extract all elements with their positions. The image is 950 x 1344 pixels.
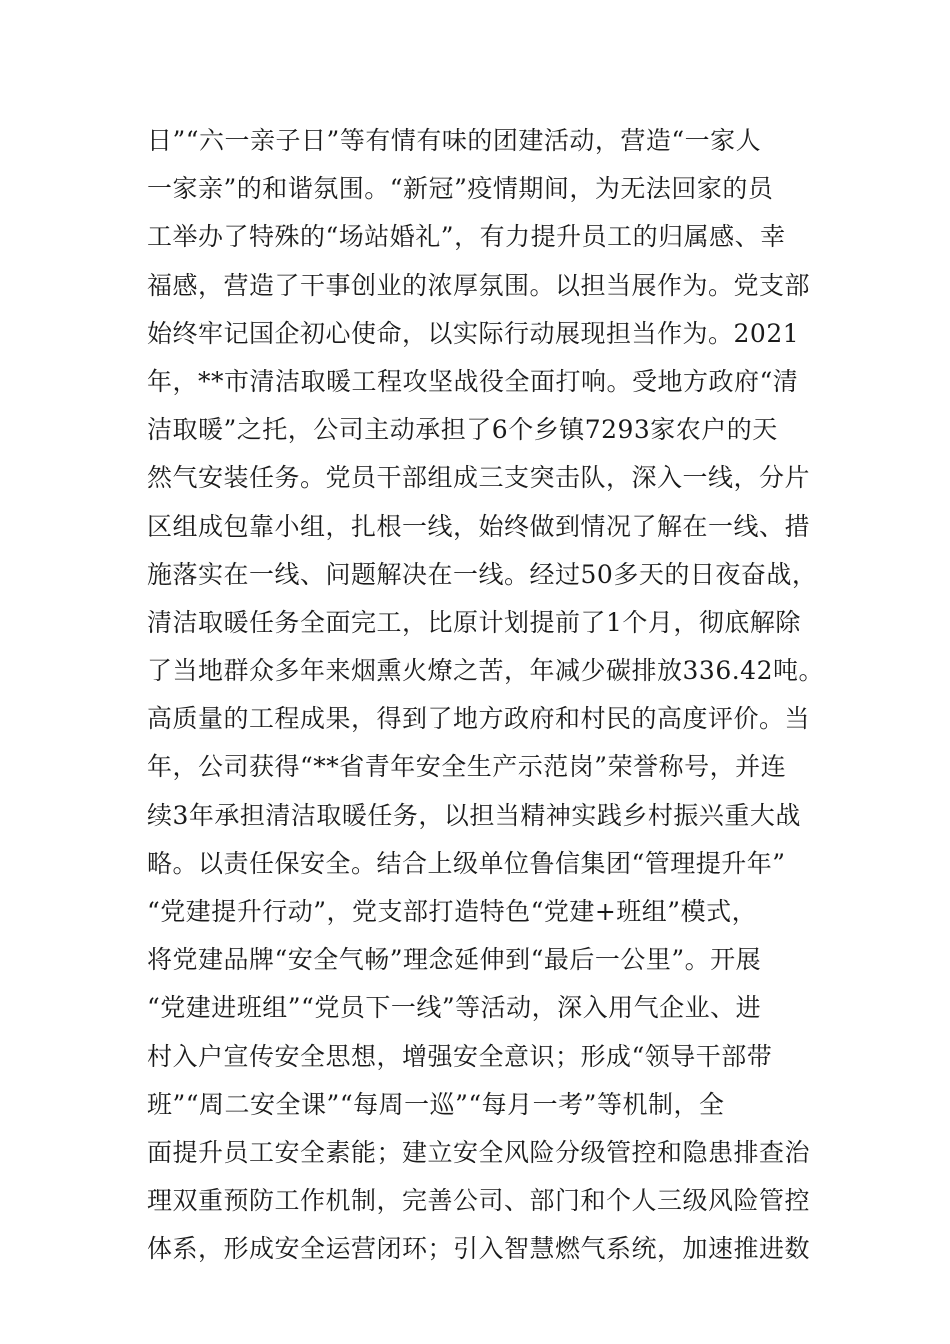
text-line: “党建提升行动”，党支部打造特色“党建+班组”模式， bbox=[147, 897, 758, 926]
text-line: 年，公司获得“**省青年安全生产示范岗”荣誉称号，并连 bbox=[147, 752, 787, 782]
text-line: 将党建品牌“安全气畅”理念延伸到“最后一公里”。开展 bbox=[147, 945, 762, 975]
text-line: 施落实在一线、问题解决在一线。经过50多天的日夜奋战， bbox=[147, 559, 818, 589]
text-line: 面提升员工安全素能；建立安全风险分级管控和隐患排查治 bbox=[147, 1137, 811, 1167]
text-line: 福感，营造了干事创业的浓厚氛围。以担当展作为。党支部 bbox=[147, 270, 811, 300]
text-line: 续3年承担清洁取暖任务，以担当精神实践乡村振兴重大战 bbox=[147, 800, 801, 830]
text-line: 了当地群众多年来烟熏火燎之苦，年减少碳排放336.42吨。 bbox=[147, 656, 824, 686]
text-line: 一家亲”的和谐氛围。“新冠”疫情期间，为无法回家的员 bbox=[147, 174, 774, 204]
text-line: 然气安装任务。党员干部组成三支突击队，深入一线，分片 bbox=[147, 463, 811, 493]
text-line: 区组成包靠小组，扎根一线，始终做到情况了解在一线、措 bbox=[147, 511, 811, 541]
text-line: 日”“六一亲子日”等有情有味的团建活动，营造“一家人 bbox=[147, 126, 762, 155]
text-line: 工举办了特殊的“场站婚礼”，有力提升员工的归属感、幸 bbox=[147, 222, 786, 252]
text-line: 清洁取暖任务全面完工，比原计划提前了1个月，彻底解除 bbox=[147, 607, 801, 637]
text-line: 理双重预防工作机制，完善公司、部门和个人三级风险管控 bbox=[147, 1186, 811, 1216]
text-line: 洁取暖”之托，公司主动承担了6个乡镇7293家农户的天 bbox=[147, 415, 778, 445]
text-line: 高质量的工程成果，得到了地方政府和村民的高度评价。当 bbox=[147, 704, 811, 734]
body-text bbox=[147, 120, 824, 1277]
text-line: “党建进班组”“党员下一线”等活动，深入用气企业、进 bbox=[147, 993, 762, 1023]
text-line: 体系，形成安全运营闭环；引入智慧燃气系统，加速推进数 bbox=[147, 1234, 811, 1264]
text-line: 班”“周二安全课”“每周一巡”“每月一考”等机制，全 bbox=[147, 1089, 725, 1119]
text-line: 始终牢记国企初心使命，以实际行动展现担当作为。2021 bbox=[147, 318, 800, 348]
text-line: 略。以责任保安全。结合上级单位鲁信集团“管理提升年” bbox=[147, 848, 786, 878]
text-line: 村入户宣传安全思想，增强安全意识；形成“领导干部带 bbox=[147, 1041, 773, 1071]
text-line: 年，**市清洁取暖工程攻坚战役全面打响。受地方政府“清 bbox=[147, 366, 799, 396]
